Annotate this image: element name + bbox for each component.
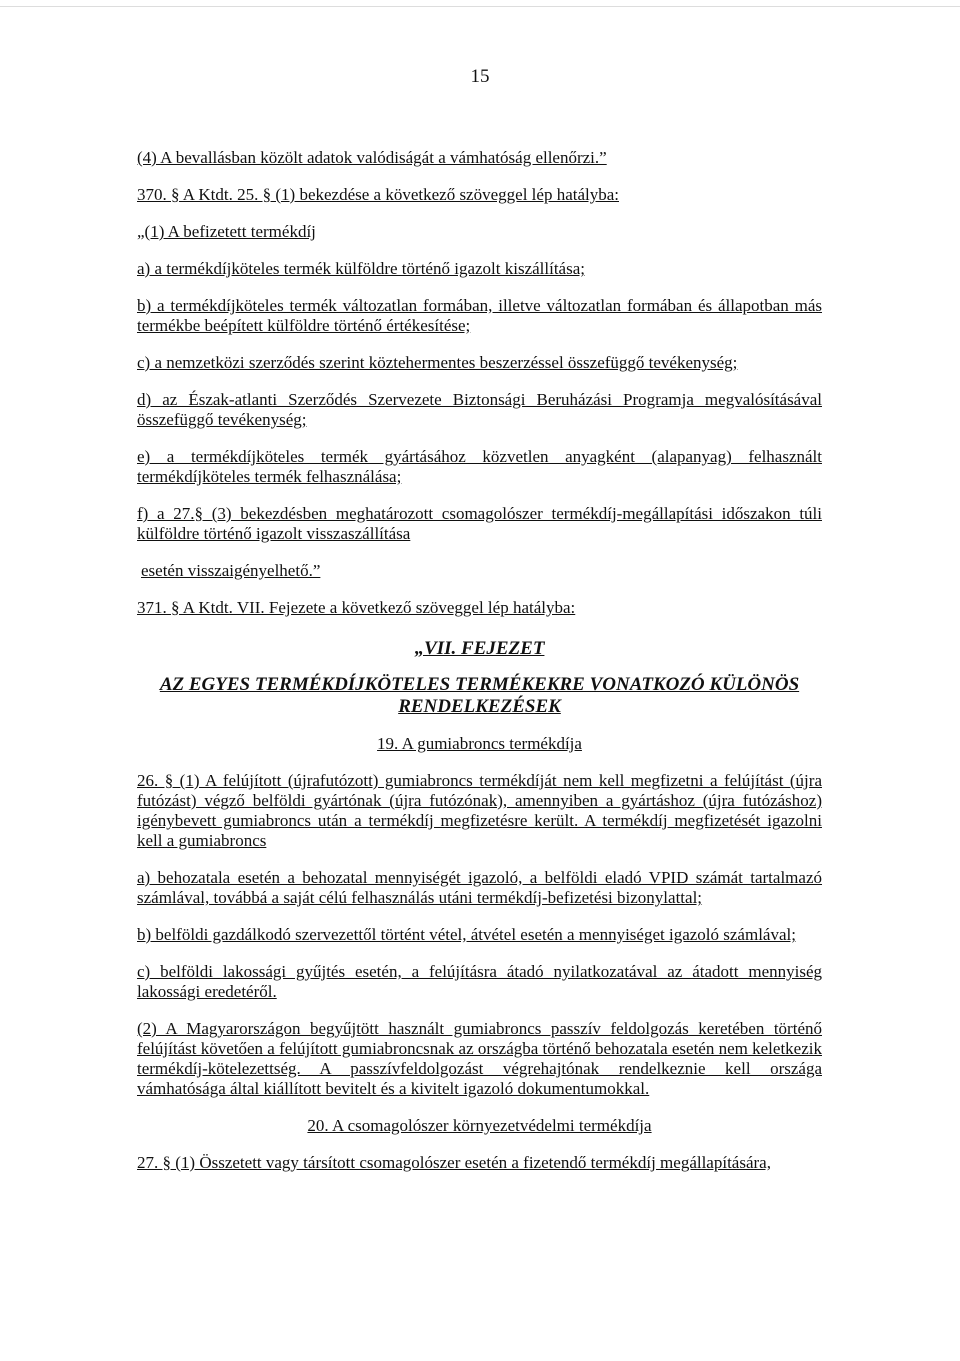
paragraph: d) az Észak-atlanti Szerződés Szervezete Biztonsági Beruházási Programja megvalósításával összefüggő tevékenység;: [137, 390, 822, 429]
paragraph: (2) A Magyarországon begyűjtött használt gumiabroncs passzív feldolgozás keretében történő felújítást követően a felújított gumiabroncsnak az országba történő behozatala esetén nem keletkezik termékdíj-kötelezettség. A passzívfeldolgozást végrehajtónak rendelkeznie kell országa vámhatósága által kiállított bevitelt és a kivitelt igazoló dokumentumokkal.: [137, 1019, 822, 1098]
paragraph: „(1) A befizetett termékdíj: [137, 222, 316, 241]
paragraph: 370. § A Ktdt. 25. § (1) bekezdése a következő szöveggel lép hatályba:: [137, 185, 619, 204]
paragraph: a) behozatala esetén a behozatal mennyiségét igazoló, a belföldi eladó VPID számát tartalmazó számlával, továbbá a saját célú felhasználás utáni termékdíj-befizetési bizonylattal;: [137, 868, 822, 907]
paragraph: a) a termékdíjköteles termék külföldre történő igazolt kiszállítása;: [137, 259, 585, 278]
paragraph: 371. § A Ktdt. VII. Fejezete a következő szöveggel lép hatályba:: [137, 598, 576, 617]
paragraph: 26. § (1) A felújított (újrafutózott) gumiabroncs termékdíját nem kell megfizetni a felújítást (újra futózást) végző belföldi gyártónak (újra futózónak), amennyiben a gyártáshoz (újra futózáshoz) igénybevett gumiabroncs után a termékdíj megfizetésre került. A termékdíj megfizetését igazolni kell a gumiabroncs: [137, 771, 822, 850]
paragraph: (4) A bevallásban közölt adatok valódiságát a vámhatóság ellenőrzi.”: [137, 148, 607, 167]
paragraph: b) a termékdíjköteles termék változatlan formában, illetve változatlan formában és állapotban más termékbe beépített külföldre történő értékesítése;: [137, 296, 822, 335]
page-number: 15: [470, 66, 490, 87]
paragraph: f) a 27.§ (3) bekezdésben meghatározott csomagolószer termékdíj-megállapítási időszakon túli külföldre történő igazolt visszaszállítása: [137, 504, 822, 543]
paragraph: c) belföldi lakossági gyűjtés esetén, a felújításra átadó nyilatkozatával az átadott mennyiség lakossági eredetéről.: [137, 962, 822, 1001]
chapter-number: „VII. FEJEZET: [414, 638, 545, 659]
section-heading: 19. A gumiabroncs termékdíja: [377, 734, 582, 753]
top-rule: [0, 6, 960, 7]
paragraph: 27. § (1) Összetett vagy társított csomagolószer esetén a fizetendő termékdíj megállapítására,: [137, 1153, 771, 1172]
chapter-title: AZ EGYES TERMÉKDÍJKÖTELES TERMÉKEKRE VONATKOZÓ KÜLÖNÖS RENDELKEZÉSEK: [159, 674, 800, 717]
paragraph: esetén visszaigényelhető.”: [141, 561, 321, 580]
paragraph: c) a nemzetközi szerződés szerint köztehermentes beszerzéssel összefüggő tevékenység;: [137, 353, 738, 372]
document-body: [137, 148, 822, 1190]
paragraph: b) belföldi gazdálkodó szervezettől történt vétel, átvétel esetén a mennyiséget igazoló számlával;: [137, 925, 796, 944]
paragraph: e) a termékdíjköteles termék gyártásához közvetlen anyagként (alapanyag) felhasznált termékdíjköteles termék felhasználása;: [137, 447, 822, 486]
section-heading: 20. A csomagolószer környezetvédelmi termékdíja: [307, 1116, 652, 1135]
